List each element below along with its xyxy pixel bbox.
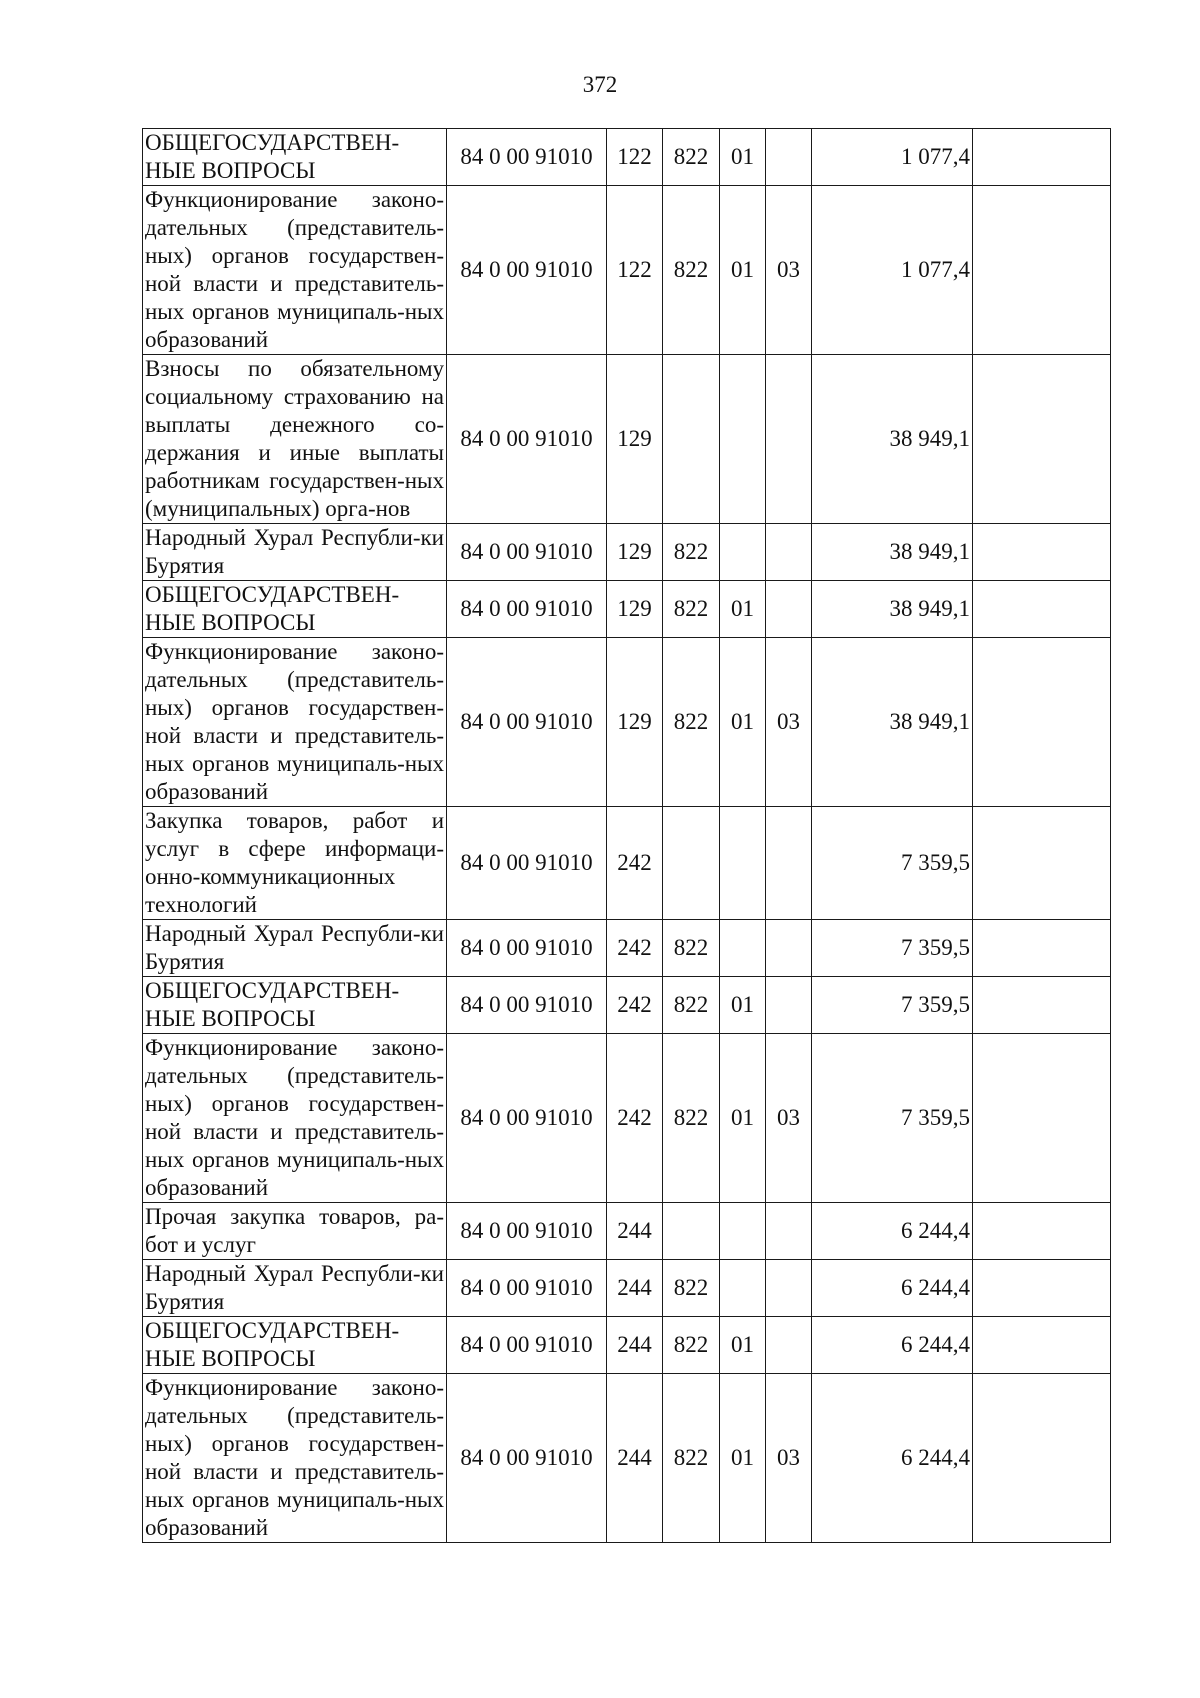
subsection-cell: 03 (766, 1034, 812, 1203)
table-row (143, 977, 1111, 1034)
target-article-cell: 84 0 00 91010 (447, 1374, 607, 1543)
target-article-cell: 84 0 00 91010 (447, 807, 607, 920)
subsection-cell: 03 (766, 1374, 812, 1543)
expense-type-cell: 122 (607, 129, 663, 186)
empty-cell (973, 524, 1111, 581)
department-code-cell: 822 (663, 186, 720, 355)
expense-type-cell: 244 (607, 1374, 663, 1543)
section-cell: 01 (720, 638, 766, 807)
department-code-cell: 822 (663, 920, 720, 977)
table-row (143, 129, 1111, 186)
expense-name-cell: Взносы по обязательному социальному страхованию на выплаты денежного со-держания и иные выплаты работникам государствен-ных (муниципальных) орга-нов (143, 355, 447, 524)
subsection-cell: 03 (766, 638, 812, 807)
expense-name-cell: ОБЩЕГОСУДАРСТВЕН-НЫЕ ВОПРОСЫ (143, 581, 447, 638)
target-article-cell: 84 0 00 91010 (447, 1034, 607, 1203)
table-row (143, 581, 1111, 638)
expense-name-cell: Прочая закупка товаров, ра-бот и услуг (143, 1203, 447, 1260)
amount-cell: 6 244,4 (812, 1374, 973, 1543)
expense-type-cell: 122 (607, 186, 663, 355)
empty-cell (973, 1260, 1111, 1317)
table-row (143, 1034, 1111, 1203)
expense-type-cell: 242 (607, 1034, 663, 1203)
subsection-cell (766, 1203, 812, 1260)
target-article-cell: 84 0 00 91010 (447, 581, 607, 638)
empty-cell (973, 638, 1111, 807)
section-cell: 01 (720, 1374, 766, 1543)
section-cell: 01 (720, 1034, 766, 1203)
expense-type-cell: 244 (607, 1260, 663, 1317)
section-cell (720, 1260, 766, 1317)
amount-cell: 7 359,5 (812, 1034, 973, 1203)
page-number: 372 (582, 72, 618, 97)
expense-name-cell: ОБЩЕГОСУДАРСТВЕН-НЫЕ ВОПРОСЫ (143, 129, 447, 186)
department-code-cell: 822 (663, 1034, 720, 1203)
expense-name-cell: Функционирование законо-дательных (представитель-ных) органов государствен-ной власти и представитель-ных органов муниципаль-ных образований (143, 638, 447, 807)
expense-name-cell: Закупка товаров, работ и услуг в сфере информаци-онно-коммуникационных технологий (143, 807, 447, 920)
amount-cell: 38 949,1 (812, 355, 973, 524)
table-row (143, 355, 1111, 524)
budget-table (142, 128, 1111, 1543)
subsection-cell (766, 1317, 812, 1374)
expense-type-cell: 242 (607, 977, 663, 1034)
department-code-cell (663, 1203, 720, 1260)
table-row (143, 920, 1111, 977)
empty-cell (973, 581, 1111, 638)
subsection-cell (766, 524, 812, 581)
department-code-cell: 822 (663, 129, 720, 186)
empty-cell (973, 1317, 1111, 1374)
amount-cell: 38 949,1 (812, 581, 973, 638)
amount-cell: 7 359,5 (812, 807, 973, 920)
target-article-cell: 84 0 00 91010 (447, 638, 607, 807)
empty-cell (973, 186, 1111, 355)
amount-cell: 7 359,5 (812, 977, 973, 1034)
expense-name-cell: ОБЩЕГОСУДАРСТВЕН-НЫЕ ВОПРОСЫ (143, 1317, 447, 1374)
department-code-cell: 822 (663, 581, 720, 638)
target-article-cell: 84 0 00 91010 (447, 524, 607, 581)
subsection-cell (766, 920, 812, 977)
expense-name-cell: Народный Хурал Республи-ки Бурятия (143, 920, 447, 977)
expense-type-cell: 129 (607, 581, 663, 638)
target-article-cell: 84 0 00 91010 (447, 920, 607, 977)
subsection-cell (766, 977, 812, 1034)
expense-type-cell: 242 (607, 920, 663, 977)
section-cell (720, 524, 766, 581)
target-article-cell: 84 0 00 91010 (447, 355, 607, 524)
section-cell (720, 920, 766, 977)
department-code-cell: 822 (663, 1374, 720, 1543)
empty-cell (973, 807, 1111, 920)
department-code-cell (663, 807, 720, 920)
table-row (143, 807, 1111, 920)
expense-type-cell: 129 (607, 524, 663, 581)
amount-cell: 1 077,4 (812, 186, 973, 355)
target-article-cell: 84 0 00 91010 (447, 1203, 607, 1260)
subsection-cell (766, 581, 812, 638)
table-row (143, 1317, 1111, 1374)
expense-type-cell: 244 (607, 1317, 663, 1374)
amount-cell: 6 244,4 (812, 1260, 973, 1317)
amount-cell: 6 244,4 (812, 1203, 973, 1260)
subsection-cell (766, 807, 812, 920)
table-row (143, 638, 1111, 807)
department-code-cell: 822 (663, 638, 720, 807)
empty-cell (973, 355, 1111, 524)
empty-cell (973, 1374, 1111, 1543)
table-row (143, 1260, 1111, 1317)
expense-type-cell: 129 (607, 355, 663, 524)
amount-cell: 7 359,5 (812, 920, 973, 977)
table-row (143, 186, 1111, 355)
target-article-cell: 84 0 00 91010 (447, 1317, 607, 1374)
subsection-cell: 03 (766, 186, 812, 355)
department-code-cell: 822 (663, 524, 720, 581)
expense-name-cell: Народный Хурал Республи-ки Бурятия (143, 1260, 447, 1317)
department-code-cell: 822 (663, 977, 720, 1034)
expense-type-cell: 244 (607, 1203, 663, 1260)
department-code-cell: 822 (663, 1260, 720, 1317)
expense-name-cell: Функционирование законо-дательных (представитель-ных) органов государствен-ной власти и представитель-ных органов муниципаль-ных образований (143, 186, 447, 355)
expense-type-cell: 242 (607, 807, 663, 920)
section-cell: 01 (720, 1317, 766, 1374)
section-cell: 01 (720, 186, 766, 355)
department-code-cell (663, 355, 720, 524)
amount-cell: 6 244,4 (812, 1317, 973, 1374)
table-row (143, 1203, 1111, 1260)
target-article-cell: 84 0 00 91010 (447, 977, 607, 1034)
empty-cell (973, 977, 1111, 1034)
section-cell: 01 (720, 581, 766, 638)
section-cell: 01 (720, 129, 766, 186)
subsection-cell (766, 129, 812, 186)
amount-cell: 1 077,4 (812, 129, 973, 186)
empty-cell (973, 129, 1111, 186)
empty-cell (973, 1203, 1111, 1260)
empty-cell (973, 1034, 1111, 1203)
expense-name-cell: Функционирование законо-дательных (представитель-ных) органов государствен-ной власти и представитель-ных органов муниципаль-ных образований (143, 1374, 447, 1543)
expense-name-cell: ОБЩЕГОСУДАРСТВЕН-НЫЕ ВОПРОСЫ (143, 977, 447, 1034)
amount-cell: 38 949,1 (812, 524, 973, 581)
table-row (143, 524, 1111, 581)
subsection-cell (766, 1260, 812, 1317)
expense-type-cell: 129 (607, 638, 663, 807)
section-cell (720, 355, 766, 524)
section-cell (720, 807, 766, 920)
target-article-cell: 84 0 00 91010 (447, 186, 607, 355)
amount-cell: 38 949,1 (812, 638, 973, 807)
section-cell: 01 (720, 977, 766, 1034)
target-article-cell: 84 0 00 91010 (447, 1260, 607, 1317)
expense-name-cell: Функционирование законо-дательных (представитель-ных) органов государствен-ной власти и представитель-ных органов муниципаль-ных образований (143, 1034, 447, 1203)
subsection-cell (766, 355, 812, 524)
section-cell (720, 1203, 766, 1260)
table-row (143, 1374, 1111, 1543)
empty-cell (973, 920, 1111, 977)
target-article-cell: 84 0 00 91010 (447, 129, 607, 186)
table-body (143, 129, 1111, 1543)
expense-name-cell: Народный Хурал Республи-ки Бурятия (143, 524, 447, 581)
department-code-cell: 822 (663, 1317, 720, 1374)
